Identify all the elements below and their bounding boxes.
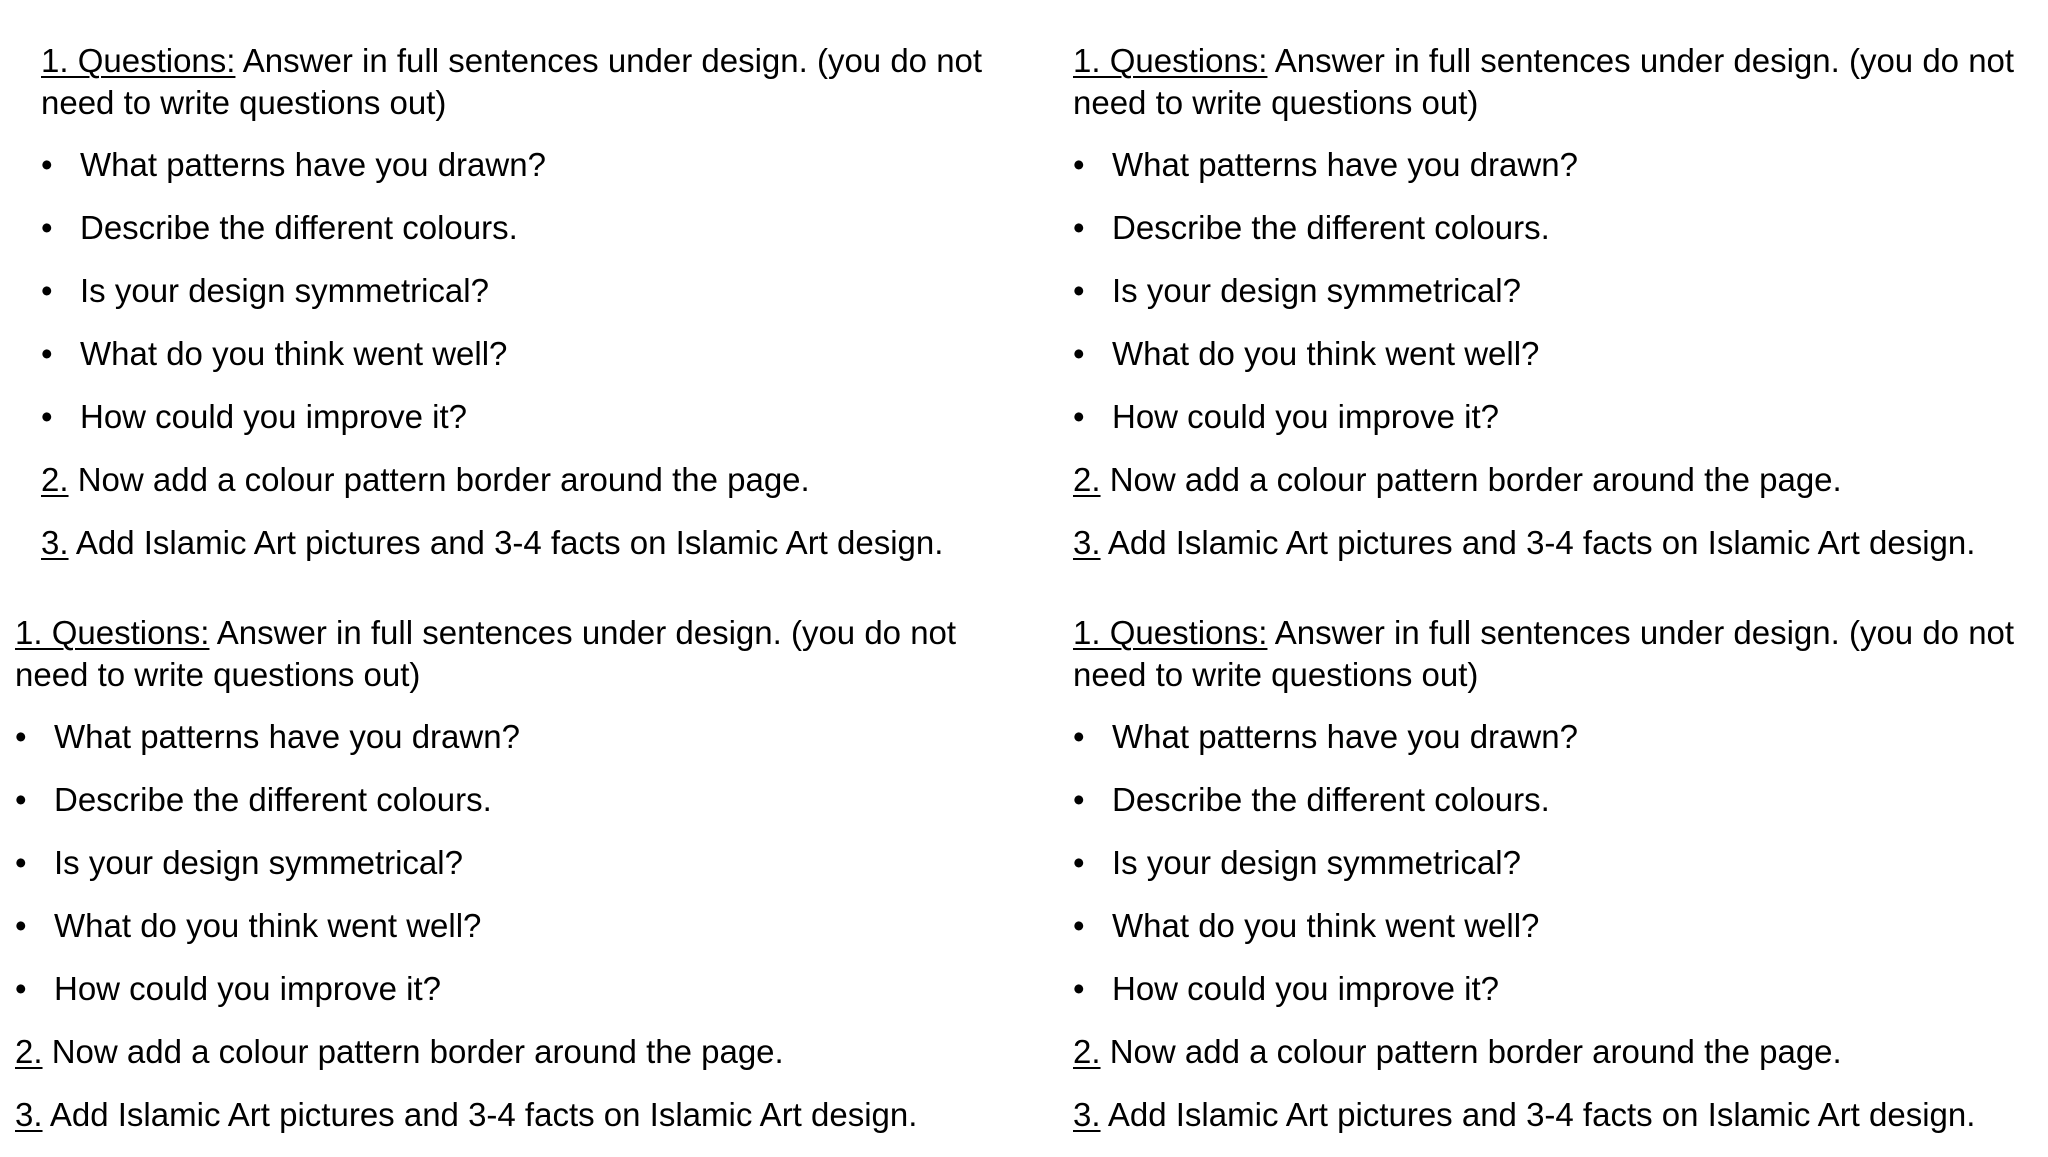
question-list (41, 144, 1041, 459)
step-2 (15, 1031, 1015, 1094)
bullet-icon: • (1073, 335, 1085, 372)
step-2-label: 2. (15, 1033, 43, 1070)
step-3-text: Add Islamic Art pictures and 3-4 facts on Islamic Art design. (1100, 524, 1976, 561)
step-3-label: 3. (1073, 1096, 1101, 1133)
questions-instruction: Answer in full sentences under design. (you do not need to write questions out) (1073, 42, 2015, 121)
bullet-icon: • (1073, 844, 1085, 881)
question-text: Describe the different colours. (54, 781, 492, 818)
question-item (1073, 333, 2048, 396)
bullet-icon: • (1073, 718, 1085, 755)
question-item (41, 207, 1041, 270)
question-item (1073, 270, 2048, 333)
step-2-text: Now add a colour pattern border around the page. (1100, 1033, 1842, 1070)
step-2-label: 2. (1073, 1033, 1101, 1070)
bullet-icon: • (41, 335, 53, 372)
questions-label: 1. Questions: (41, 42, 236, 79)
questions-intro (15, 612, 1015, 696)
step-3-text: Add Islamic Art pictures and 3-4 facts on Islamic Art design. (1100, 1096, 1976, 1133)
step-2-label: 2. (1073, 461, 1101, 498)
step-3 (41, 522, 1041, 585)
worksheet-card-top-right (1073, 40, 2048, 585)
question-list (15, 716, 1015, 1031)
question-item (15, 716, 1015, 779)
bullet-icon: • (15, 970, 27, 1007)
step-3-label: 3. (1073, 524, 1101, 561)
bullet-icon: • (41, 146, 53, 183)
bullet-icon: • (1073, 209, 1085, 246)
questions-instruction: Answer in full sentences under design. (you do not need to write questions out) (15, 614, 957, 693)
step-2-text: Now add a colour pattern border around the page. (42, 1033, 784, 1070)
question-text: What patterns have you drawn? (1112, 146, 1578, 183)
question-text: Describe the different colours. (80, 209, 518, 246)
questions-intro (41, 40, 1041, 124)
question-item (1073, 779, 2048, 842)
questions-instruction: Answer in full sentences under design. (you do not need to write questions out) (1073, 614, 2015, 693)
question-text: Is your design symmetrical? (1112, 844, 1521, 881)
question-item (1073, 968, 2048, 1031)
questions-label: 1. Questions: (1073, 614, 1268, 651)
bullet-icon: • (15, 907, 27, 944)
bullet-icon: • (1073, 970, 1085, 1007)
question-item (41, 144, 1041, 207)
question-text: Describe the different colours. (1112, 781, 1550, 818)
question-text: What do you think went well? (80, 335, 508, 372)
bullet-icon: • (1073, 146, 1085, 183)
step-2-text: Now add a colour pattern border around the page. (1100, 461, 1842, 498)
question-text: Is your design symmetrical? (54, 844, 463, 881)
question-text: How could you improve it? (1112, 970, 1500, 1007)
step-3-text: Add Islamic Art pictures and 3-4 facts on Islamic Art design. (42, 1096, 918, 1133)
worksheet-card-bottom-right (1073, 612, 2048, 1157)
question-item (15, 905, 1015, 968)
step-2-text: Now add a colour pattern border around the page. (68, 461, 810, 498)
step-3-label: 3. (15, 1096, 43, 1133)
questions-intro (1073, 40, 2048, 124)
worksheet-card-bottom-left (15, 612, 1015, 1157)
step-3 (1073, 1094, 2048, 1157)
questions-label: 1. Questions: (15, 614, 210, 651)
question-text: What do you think went well? (1112, 335, 1540, 372)
bullet-icon: • (1073, 272, 1085, 309)
question-text: How could you improve it? (54, 970, 442, 1007)
question-item (15, 968, 1015, 1031)
question-item (41, 270, 1041, 333)
question-item (41, 333, 1041, 396)
question-item (1073, 207, 2048, 270)
bullet-icon: • (15, 718, 27, 755)
question-text: What patterns have you drawn? (54, 718, 520, 755)
question-item (15, 842, 1015, 905)
bullet-icon: • (15, 844, 27, 881)
bullet-icon: • (1073, 398, 1085, 435)
question-item (1073, 396, 2048, 459)
question-text: What patterns have you drawn? (1112, 718, 1578, 755)
bullet-icon: • (41, 209, 53, 246)
question-text: How could you improve it? (1112, 398, 1500, 435)
bullet-icon: • (41, 272, 53, 309)
question-item (15, 779, 1015, 842)
worksheet-card-top-left (41, 40, 1041, 585)
question-item (1073, 905, 2048, 968)
step-2 (1073, 459, 2048, 522)
step-3 (1073, 522, 2048, 585)
questions-intro (1073, 612, 2048, 696)
question-text: How could you improve it? (80, 398, 468, 435)
bullet-icon: • (1073, 781, 1085, 818)
question-item (1073, 144, 2048, 207)
question-text: What patterns have you drawn? (80, 146, 546, 183)
question-item (41, 396, 1041, 459)
question-item (1073, 842, 2048, 905)
bullet-icon: • (15, 781, 27, 818)
question-text: Is your design symmetrical? (80, 272, 489, 309)
bullet-icon: • (1073, 907, 1085, 944)
question-list (1073, 144, 2048, 459)
step-2 (41, 459, 1041, 522)
question-text: Is your design symmetrical? (1112, 272, 1521, 309)
question-text: What do you think went well? (1112, 907, 1540, 944)
questions-instruction: Answer in full sentences under design. (you do not need to write questions out) (41, 42, 983, 121)
step-2 (1073, 1031, 2048, 1094)
bullet-icon: • (41, 398, 53, 435)
step-3-label: 3. (41, 524, 69, 561)
question-item (1073, 716, 2048, 779)
question-text: What do you think went well? (54, 907, 482, 944)
step-3 (15, 1094, 1015, 1157)
questions-label: 1. Questions: (1073, 42, 1268, 79)
step-3-text: Add Islamic Art pictures and 3-4 facts on Islamic Art design. (68, 524, 944, 561)
step-2-label: 2. (41, 461, 69, 498)
question-list (1073, 716, 2048, 1031)
question-text: Describe the different colours. (1112, 209, 1550, 246)
